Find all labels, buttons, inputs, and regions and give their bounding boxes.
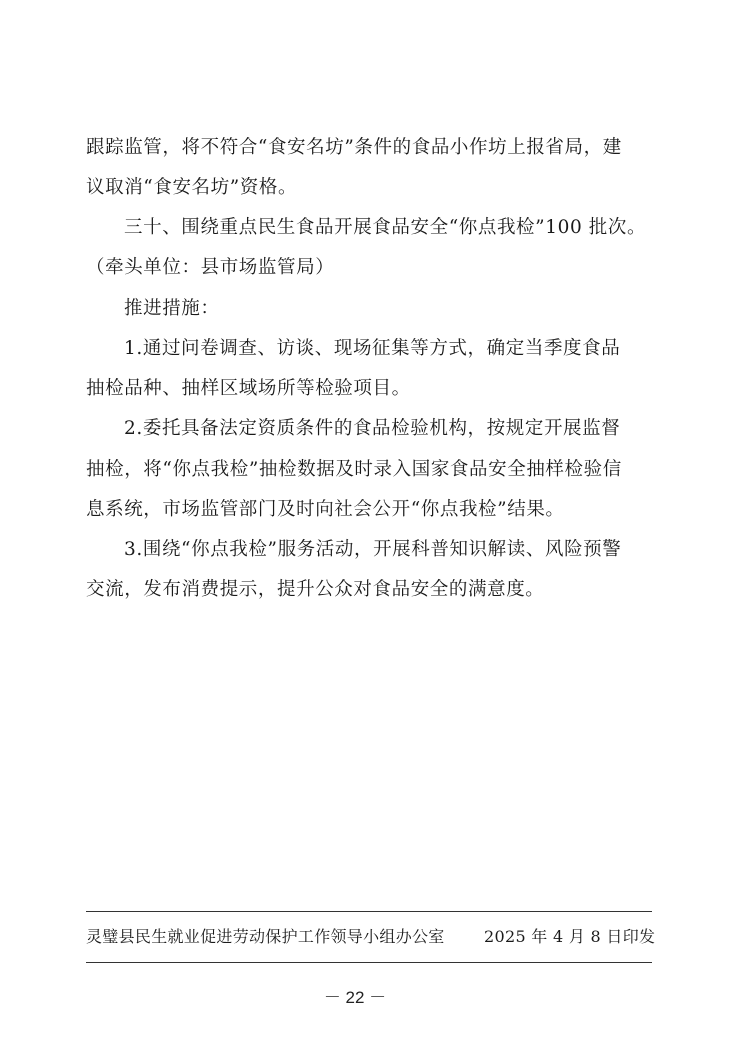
measure-3-text: 3.围绕“你点我检”服务活动，开展科普知识解读、风险预警: [124, 539, 622, 560]
lead-unit-text: （牵头单位：县市场监管局）: [86, 257, 335, 278]
footer-issuer: 灵璧县民生就业促进劳动保护工作领导小组办公室: [86, 927, 445, 946]
page-number: － 22 －: [323, 988, 387, 1007]
measure-2-text-cont: 息系统，市场监管部门及时向社会公开“你点我检”结果。: [86, 499, 565, 520]
measure-1-text-cont: 抽检品种、抽样区域场所等检验项目。: [86, 378, 411, 399]
footer-top-rule: [86, 911, 652, 912]
footer-bottom-rule: [86, 962, 652, 963]
item-thirty-heading: 三十、围绕重点民生食品开展食品安全“你点我检”100 批次。: [124, 217, 647, 238]
measure-2-text: 2.委托具备法定资质条件的食品检验机构，按规定开展监督: [124, 418, 621, 439]
measure-2-text-cont: 抽检，将“你点我检”抽检数据及时录入国家食品安全抽样检验信: [86, 459, 622, 480]
footer-date: 2025 年 4 月 8 日印发: [484, 927, 656, 946]
body-text-line: 议取消“食安名坊”资格。: [86, 177, 298, 198]
measures-heading: 推进措施：: [124, 298, 220, 319]
measure-1-text: 1.通过问卷调查、访谈、现场征集等方式，确定当季度食品: [124, 338, 621, 359]
measure-3-text-cont: 交流，发布消费提示，提升公众对食品安全的满意度。: [86, 579, 545, 600]
body-text-line: 跟踪监管，将不符合“食安名坊”条件的食品小作坊上报省局，建: [86, 137, 622, 158]
